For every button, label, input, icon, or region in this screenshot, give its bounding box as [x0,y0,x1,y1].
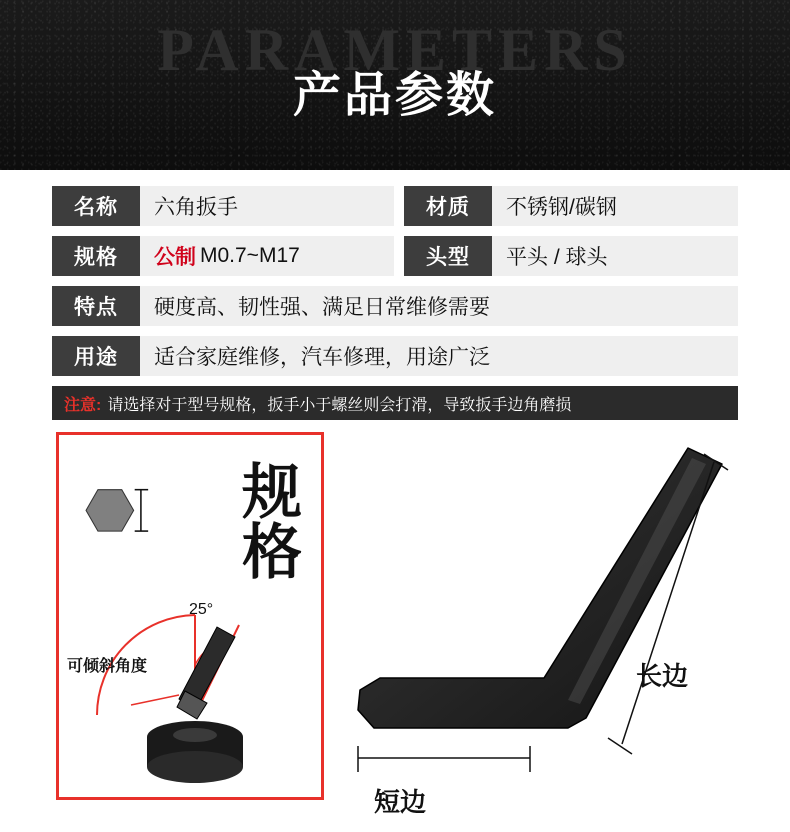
spec-value-usage: 适合家庭维修，汽车修理，用途广泛 [140,336,738,376]
table-row [52,186,738,226]
page-title: 产品参数 [292,69,497,122]
spec-value-name: 六角扳手 [140,186,394,226]
spec-label-material: 材质 [404,186,492,226]
spec-value-features: 硬度高、韧性强、满足日常维修需要 [140,286,738,326]
tilt-angle-label: 可倾斜角度 [67,658,148,675]
spec-table [0,170,790,376]
spec-value-head-type: 平头 / 球头 [492,236,738,276]
wrench-photo [336,428,776,828]
hexagon-diagram [85,475,173,553]
spec-label-name: 名称 [52,186,140,226]
spec-label-head-type: 头型 [404,236,492,276]
header-banner [0,0,790,170]
spec-value-size [140,236,394,276]
angle-value-label: 25° [189,601,214,618]
wrench-graphic [336,428,776,828]
long-side-cap-bottom [608,738,632,754]
notice-bar [52,386,738,420]
spec-size-accent: 公制 [154,246,196,269]
table-row [52,236,738,276]
screw-knob-bottom [147,751,243,783]
banner-ghost-text: PARAMETERS [157,17,633,83]
row-gap [394,186,404,226]
short-side-label: 短边 [374,787,427,817]
long-side-label: 长边 [636,661,689,691]
notice-tag: 注意: [64,396,102,414]
screw-socket [173,728,217,742]
row-gap [394,236,404,276]
hexagon-shape [86,490,134,531]
spec-label-features: 特点 [52,286,140,326]
table-row [52,336,738,376]
illustration-area [0,428,790,828]
spec-diagram-title: 规格 [242,459,302,586]
spec-label-usage: 用途 [52,336,140,376]
spec-diagram-panel [56,432,324,800]
notice-text: 请选择对于型号规格，扳手小于螺丝则会打滑，导致扳手边角磨损 [107,396,572,414]
spec-value-material: 不锈钢/碳钢 [492,186,738,226]
table-row [52,286,738,326]
spec-size-range: M0.7~M17 [200,244,300,267]
tilt-leader-line [131,695,179,705]
spec-label-size: 规格 [52,236,140,276]
